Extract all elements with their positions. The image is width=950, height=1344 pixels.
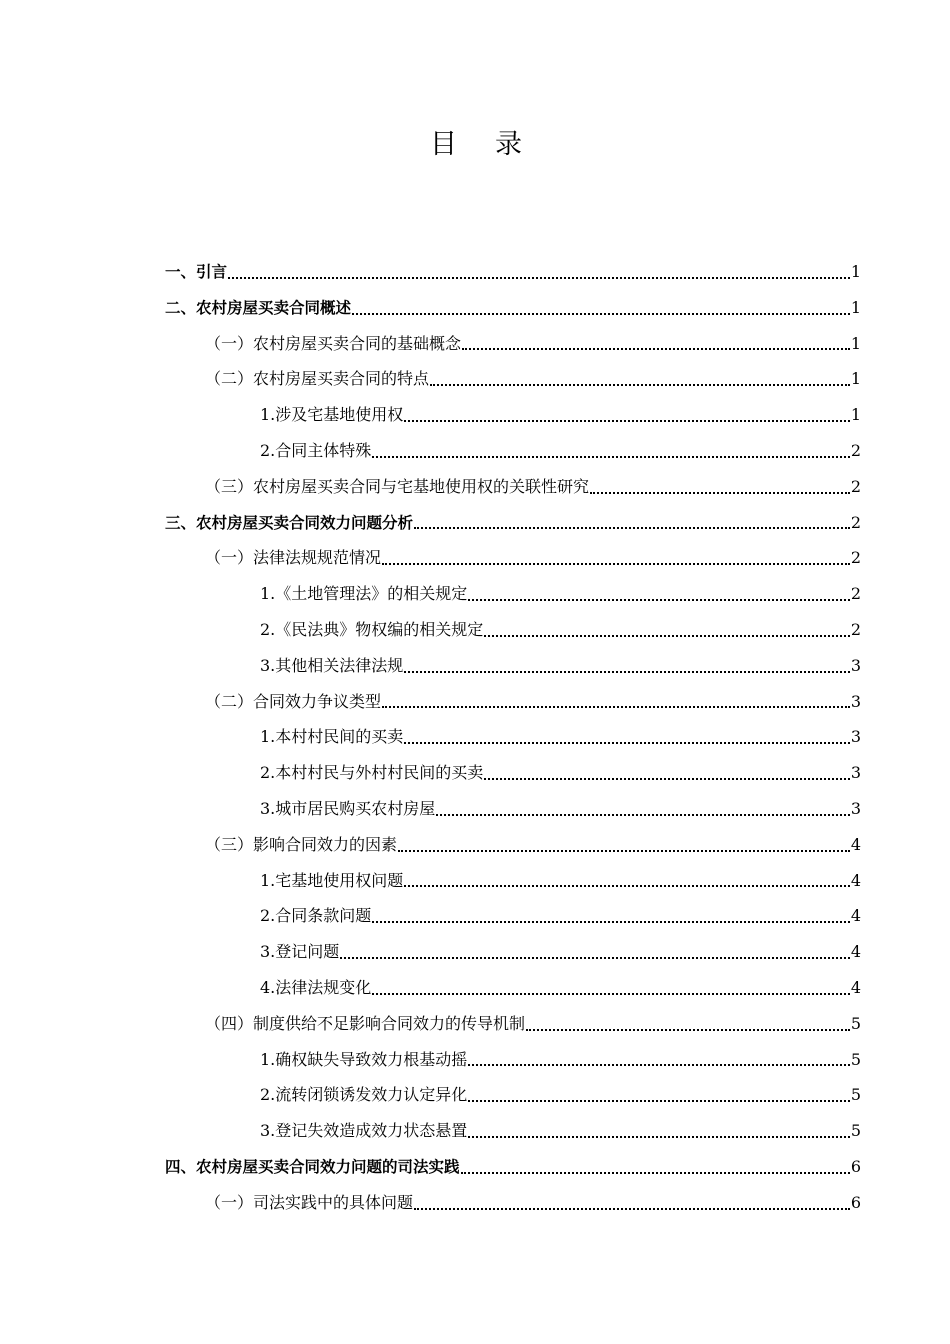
dot-leader bbox=[461, 1171, 850, 1174]
toc-entry-page-number: 3 bbox=[850, 655, 861, 675]
toc-entry[interactable] bbox=[165, 361, 861, 397]
dot-leader bbox=[372, 920, 850, 923]
toc-entry[interactable] bbox=[165, 254, 861, 290]
toc-entry-page-number: 2 bbox=[850, 619, 861, 639]
dot-leader bbox=[468, 1099, 850, 1102]
toc-entry-page-number: 2 bbox=[850, 440, 861, 460]
dot-leader bbox=[382, 705, 850, 708]
toc-entry[interactable] bbox=[165, 863, 861, 899]
dot-leader bbox=[340, 956, 850, 959]
toc-entry-page-number: 4 bbox=[850, 834, 861, 854]
toc-entry[interactable] bbox=[165, 898, 861, 934]
toc-entry[interactable] bbox=[165, 469, 861, 505]
toc-entry-label: 3.其他相关法律法规 bbox=[260, 655, 404, 675]
toc-entry[interactable] bbox=[165, 612, 861, 648]
toc-entry-label: 3.城市居民购买农村房屋 bbox=[260, 798, 436, 818]
toc-entry[interactable] bbox=[165, 648, 861, 684]
toc-entry[interactable] bbox=[165, 290, 861, 326]
toc-entry[interactable] bbox=[165, 934, 861, 970]
dot-leader bbox=[484, 634, 850, 637]
toc-entry[interactable] bbox=[165, 1042, 861, 1078]
toc-title: 目录 bbox=[430, 129, 560, 160]
toc-entry-page-number: 4 bbox=[850, 942, 861, 962]
toc-entry-label: （四）制度供给不足影响合同效力的传导机制 bbox=[205, 1013, 526, 1033]
toc-entry-label: （一）农村房屋买卖合同的基础概念 bbox=[205, 333, 462, 353]
toc-entry[interactable] bbox=[165, 1077, 861, 1113]
dot-leader bbox=[404, 741, 850, 744]
toc-entry[interactable] bbox=[165, 540, 861, 576]
toc-entry[interactable] bbox=[165, 433, 861, 469]
toc-entry-page-number: 1 bbox=[850, 333, 861, 353]
toc-entry-page-number: 1 bbox=[850, 297, 861, 317]
toc-entry[interactable] bbox=[165, 1185, 861, 1221]
toc-entry-page-number: 4 bbox=[850, 977, 861, 997]
toc-entry-label: 1.宅基地使用权问题 bbox=[260, 870, 404, 890]
toc-entry-page-number: 6 bbox=[850, 1156, 861, 1176]
toc-entry-label: 1.本村村民间的买卖 bbox=[260, 727, 404, 747]
toc-entry-label: 2.《民法典》物权编的相关规定 bbox=[260, 619, 484, 639]
toc-entry-page-number: 3 bbox=[850, 763, 861, 783]
toc-entry[interactable] bbox=[165, 684, 861, 720]
table-of-contents bbox=[165, 254, 861, 1221]
dot-leader bbox=[526, 1028, 850, 1031]
toc-entry-label: （二）合同效力争议类型 bbox=[205, 691, 382, 711]
toc-entry-page-number: 3 bbox=[850, 798, 861, 818]
toc-entry[interactable] bbox=[165, 576, 861, 612]
toc-entry[interactable] bbox=[165, 970, 861, 1006]
toc-entry-page-number: 5 bbox=[850, 1013, 861, 1033]
toc-entry[interactable] bbox=[165, 326, 861, 362]
toc-entry-page-number: 3 bbox=[850, 727, 861, 747]
toc-entry-page-number: 5 bbox=[850, 1049, 861, 1069]
dot-leader bbox=[382, 562, 850, 565]
dot-leader bbox=[468, 1063, 850, 1066]
toc-entry-page-number: 6 bbox=[850, 1192, 861, 1212]
toc-entry-page-number: 1 bbox=[850, 405, 861, 425]
toc-entry-page-number: 4 bbox=[850, 870, 861, 890]
dot-leader bbox=[414, 526, 850, 529]
toc-entry-page-number: 2 bbox=[850, 512, 861, 532]
dot-leader bbox=[468, 1135, 850, 1138]
dot-leader bbox=[484, 777, 850, 780]
toc-entry-label: 三、农村房屋买卖合同效力问题分析 bbox=[165, 513, 414, 532]
dot-leader bbox=[414, 1207, 850, 1210]
dot-leader bbox=[404, 670, 850, 673]
toc-entry-label: 1.《土地管理法》的相关规定 bbox=[260, 584, 468, 604]
toc-entry-page-number: 1 bbox=[850, 369, 861, 389]
toc-entry[interactable] bbox=[165, 397, 861, 433]
toc-entry-label: 2.合同主体特殊 bbox=[260, 440, 372, 460]
toc-entry[interactable] bbox=[165, 1006, 861, 1042]
toc-entry-label: 二、农村房屋买卖合同概述 bbox=[165, 298, 352, 317]
toc-entry[interactable] bbox=[165, 755, 861, 791]
dot-leader bbox=[462, 347, 850, 350]
toc-entry-page-number: 2 bbox=[850, 476, 861, 496]
toc-entry-label: 2.合同条款问题 bbox=[260, 906, 372, 926]
dot-leader bbox=[398, 849, 850, 852]
toc-entry-page-number: 4 bbox=[850, 906, 861, 926]
toc-entry-label: （三）农村房屋买卖合同与宅基地使用权的关联性研究 bbox=[205, 476, 590, 496]
dot-leader bbox=[404, 419, 850, 422]
toc-entry-label: （三）影响合同效力的因素 bbox=[205, 834, 398, 854]
dot-leader bbox=[430, 383, 850, 386]
toc-entry-label: （一）法律法规规范情况 bbox=[205, 548, 382, 568]
toc-entry-label: （一）司法实践中的具体问题 bbox=[205, 1192, 414, 1212]
toc-entry[interactable] bbox=[165, 719, 861, 755]
toc-entry-page-number: 3 bbox=[850, 691, 861, 711]
toc-entry-label: 1.确权缺失导致效力根基动摇 bbox=[260, 1049, 468, 1069]
toc-entry-page-number: 2 bbox=[850, 584, 861, 604]
toc-entry[interactable] bbox=[165, 791, 861, 827]
toc-entry-label: 2.流转闭锁诱发效力认定异化 bbox=[260, 1085, 468, 1105]
toc-entry-page-number: 5 bbox=[850, 1085, 861, 1105]
toc-entry-label: 3.登记问题 bbox=[260, 942, 340, 962]
toc-entry[interactable] bbox=[165, 1113, 861, 1149]
toc-entry-label: 1.涉及宅基地使用权 bbox=[260, 405, 404, 425]
dot-leader bbox=[372, 455, 850, 458]
toc-entry-label: 4.法律法规变化 bbox=[260, 977, 372, 997]
toc-entry-label: 3.登记失效造成效力状态悬置 bbox=[260, 1121, 468, 1141]
toc-entry-label: （二）农村房屋买卖合同的特点 bbox=[205, 369, 430, 389]
toc-entry-label: 一、引言 bbox=[165, 263, 228, 281]
dot-leader bbox=[352, 312, 850, 315]
dot-leader bbox=[372, 992, 850, 995]
toc-entry[interactable] bbox=[165, 827, 861, 863]
dot-leader bbox=[590, 491, 850, 494]
toc-entry[interactable] bbox=[165, 505, 861, 541]
dot-leader bbox=[436, 813, 850, 816]
dot-leader bbox=[468, 598, 850, 601]
toc-entry-label: 2.本村村民与外村村民间的买卖 bbox=[260, 763, 484, 783]
toc-entry-page-number: 2 bbox=[850, 548, 861, 568]
toc-entry-page-number: 5 bbox=[850, 1121, 861, 1141]
toc-entry[interactable] bbox=[165, 1149, 861, 1185]
dot-leader bbox=[228, 276, 850, 279]
toc-entry-label: 四、农村房屋买卖合同效力问题的司法实践 bbox=[165, 1157, 460, 1176]
toc-entry-page-number: 1 bbox=[850, 262, 861, 281]
dot-leader bbox=[404, 884, 850, 887]
